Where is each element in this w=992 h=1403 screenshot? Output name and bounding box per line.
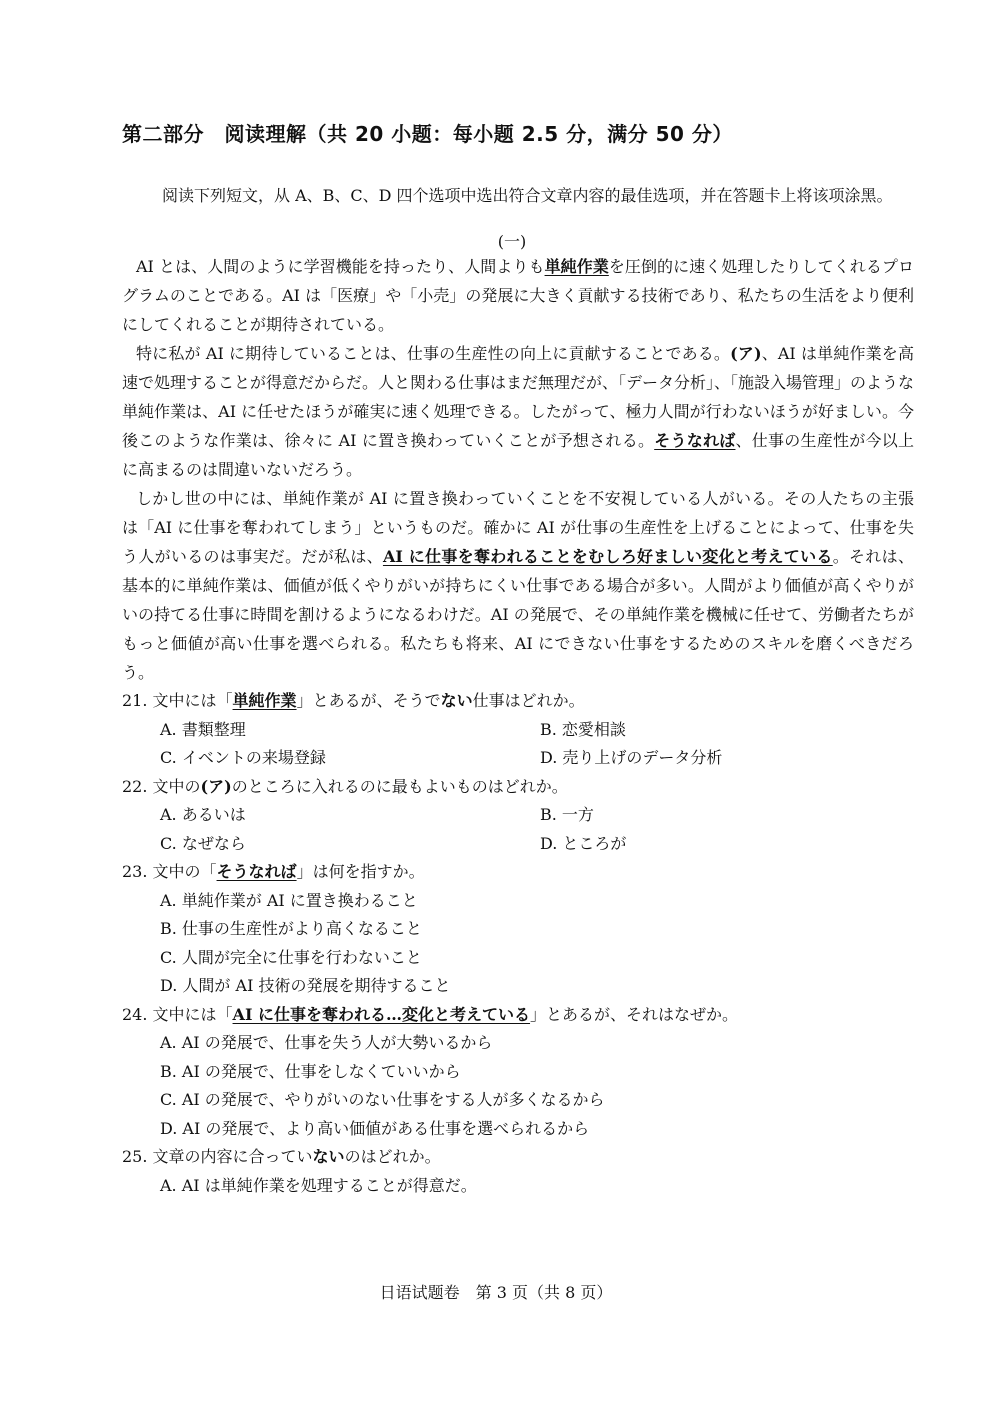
text-run: 」とあるが、そうで: [296, 691, 441, 710]
instructions: 阅读下列短文，从 A、B、C、D 四个选项中选出符合文章内容的最佳选项，并在答题卡上将该项涂黑。: [162, 186, 893, 205]
question-21: [122, 687, 914, 773]
question-stem: [122, 687, 914, 716]
options: [160, 887, 914, 1001]
text-run: 25. 文章の内容に合ってい: [122, 1147, 313, 1166]
quoted-term: 単純作業: [232, 691, 297, 710]
text-run: 」は何を指すか。: [296, 862, 425, 881]
text-run: のところに入れるのに最もよいものはどれか。: [231, 776, 568, 796]
option-a: A. AI の発展で、仕事を失う人が大勢いるから: [160, 1033, 493, 1052]
text-run: 特に私が AI に期待していることは、仕事の生産性の向上に貢献することである。: [136, 344, 731, 363]
options: [160, 801, 914, 858]
text-run: 24. 文中には「: [122, 1004, 233, 1024]
question-stem: [122, 1001, 914, 1030]
option-b: B. AI の発展で、仕事をしなくていいから: [160, 1061, 461, 1081]
blank-a-marker: (ア): [200, 776, 232, 796]
options: [160, 1172, 914, 1201]
underlined-term-tanjun-sagyou: 単純作業: [544, 257, 609, 276]
options: [160, 716, 914, 773]
passage: [122, 252, 914, 687]
question-stem: [122, 773, 914, 802]
option-c: C. 人間が完全に仕事を行わないこと: [160, 947, 422, 967]
question-25: [122, 1143, 914, 1200]
question-24: [122, 1001, 914, 1144]
option-c: C. なぜなら: [160, 833, 246, 853]
question-stem: [122, 1143, 914, 1172]
question-23: [122, 858, 914, 1001]
option-c: C. イベントの来場登録: [160, 748, 326, 767]
quoted-term: AI に仕事を奪われる…変化と考えている: [232, 1004, 531, 1024]
option-d: D. ところが: [540, 833, 627, 853]
passage-paragraph-3: [122, 484, 914, 687]
question-22: [122, 773, 914, 859]
section-title: 第二部分 阅读理解（共 20 小题：每小题 2.5 分，满分 50 分）: [122, 122, 733, 146]
option-d: D. 人間が AI 技術の発展を期待すること: [160, 976, 451, 995]
options: [160, 1029, 914, 1143]
option-a: A. AI は単純作業を処理することが得意だ。: [160, 1175, 477, 1195]
option-b: B. 恋愛相談: [540, 719, 626, 739]
option-c: C. AI の発展で、やりがいのない仕事をする人が多くなるから: [160, 1090, 605, 1109]
text-run: しかし世の中には、単純作業が AI に置き換わっていくことを不安視している人がいる。その人たちの主張は「AI に仕事を奪われてしまう」というものだ。確かに AI が仕事の生産性を上げることによって、仕事を失う人がいるのは事実だ。だが私は、: [122, 489, 914, 566]
text-run: 23. 文中の「: [122, 862, 217, 881]
text-run: 22. 文中の: [122, 776, 201, 796]
option-a: A. あるいは: [160, 805, 246, 824]
text-run: 。それは、基本的に単純作業は、価値が低くやりがいが持ちにくい仕事である場合が多い。人間がより価値が高くやりがいの持てる仕事に時間を割けるようになるわけだ。AI の発展で、その単純作業を機械に任せて、労働者たちがもっと価値が高い仕事を選べられる。私たちも将来、AI にできない仕事をするためのスキルを磨くべきだろう。: [122, 547, 914, 682]
text-run: 、AI は単純作業を高速で処理することが得意だからだ。人と関わる仕事はまだ無理だが、「データ分析」、「施設入場管理」のような単純作業は、AI に任せたほうが確実に速く処理できる。したがって、極力人間が行わないほうが好ましい。今後このような作業は、徐々に AI に置き換わっていくことが予想される。: [122, 344, 915, 450]
negation-emphasis: ない: [312, 1147, 345, 1166]
page-footer: 日语试题卷 第 3 页（共 8 页）: [379, 1283, 613, 1302]
option-a: A. 単純作業が AI に置き換わること: [160, 890, 418, 910]
option-a: A. 書類整理: [160, 719, 246, 739]
underlined-sentence: AI に仕事を奪われることをむしろ好ましい変化と考えている: [382, 547, 833, 566]
exam-page: [122, 118, 914, 1200]
text-run: 21. 文中には「: [122, 691, 233, 710]
text-run: のはどれか。: [344, 1147, 441, 1166]
text-run: AI とは、人間のように学習機能を持ったり、人間よりも: [136, 257, 545, 276]
passage-paragraph-2: [122, 339, 914, 484]
option-d: D. 売り上げのデータ分析: [540, 748, 723, 767]
passage-number: (一): [497, 232, 527, 251]
blank-a-marker: (ア): [730, 344, 762, 363]
option-b: B. 一方: [540, 805, 594, 824]
text-run: 仕事はどれか。: [472, 691, 585, 710]
text-run: 、仕事の生産性が今以上に高まるのは間違いないだろう。: [122, 431, 914, 479]
option-d: D. AI の発展で、より高い価値がある仕事を選べられるから: [160, 1118, 590, 1138]
passage-paragraph-1: [122, 252, 914, 339]
text-run: 」とあるが、それはなぜか。: [530, 1004, 739, 1024]
text-run: を圧倒的に速く処理したりしてくれるプログラムのことである。AI は「医療」や「小売」の発展に大きく貢献する技術であり、私たちの生活をより便利にしてくれることが期待されている。: [122, 257, 914, 334]
option-b: B. 仕事の生産性がより高くなること: [160, 919, 422, 938]
negation-emphasis: ない: [440, 691, 473, 710]
question-stem: [122, 858, 914, 887]
underlined-term-sou-nareba: そうなれば: [654, 431, 736, 450]
quoted-term: そうなれば: [216, 862, 297, 881]
